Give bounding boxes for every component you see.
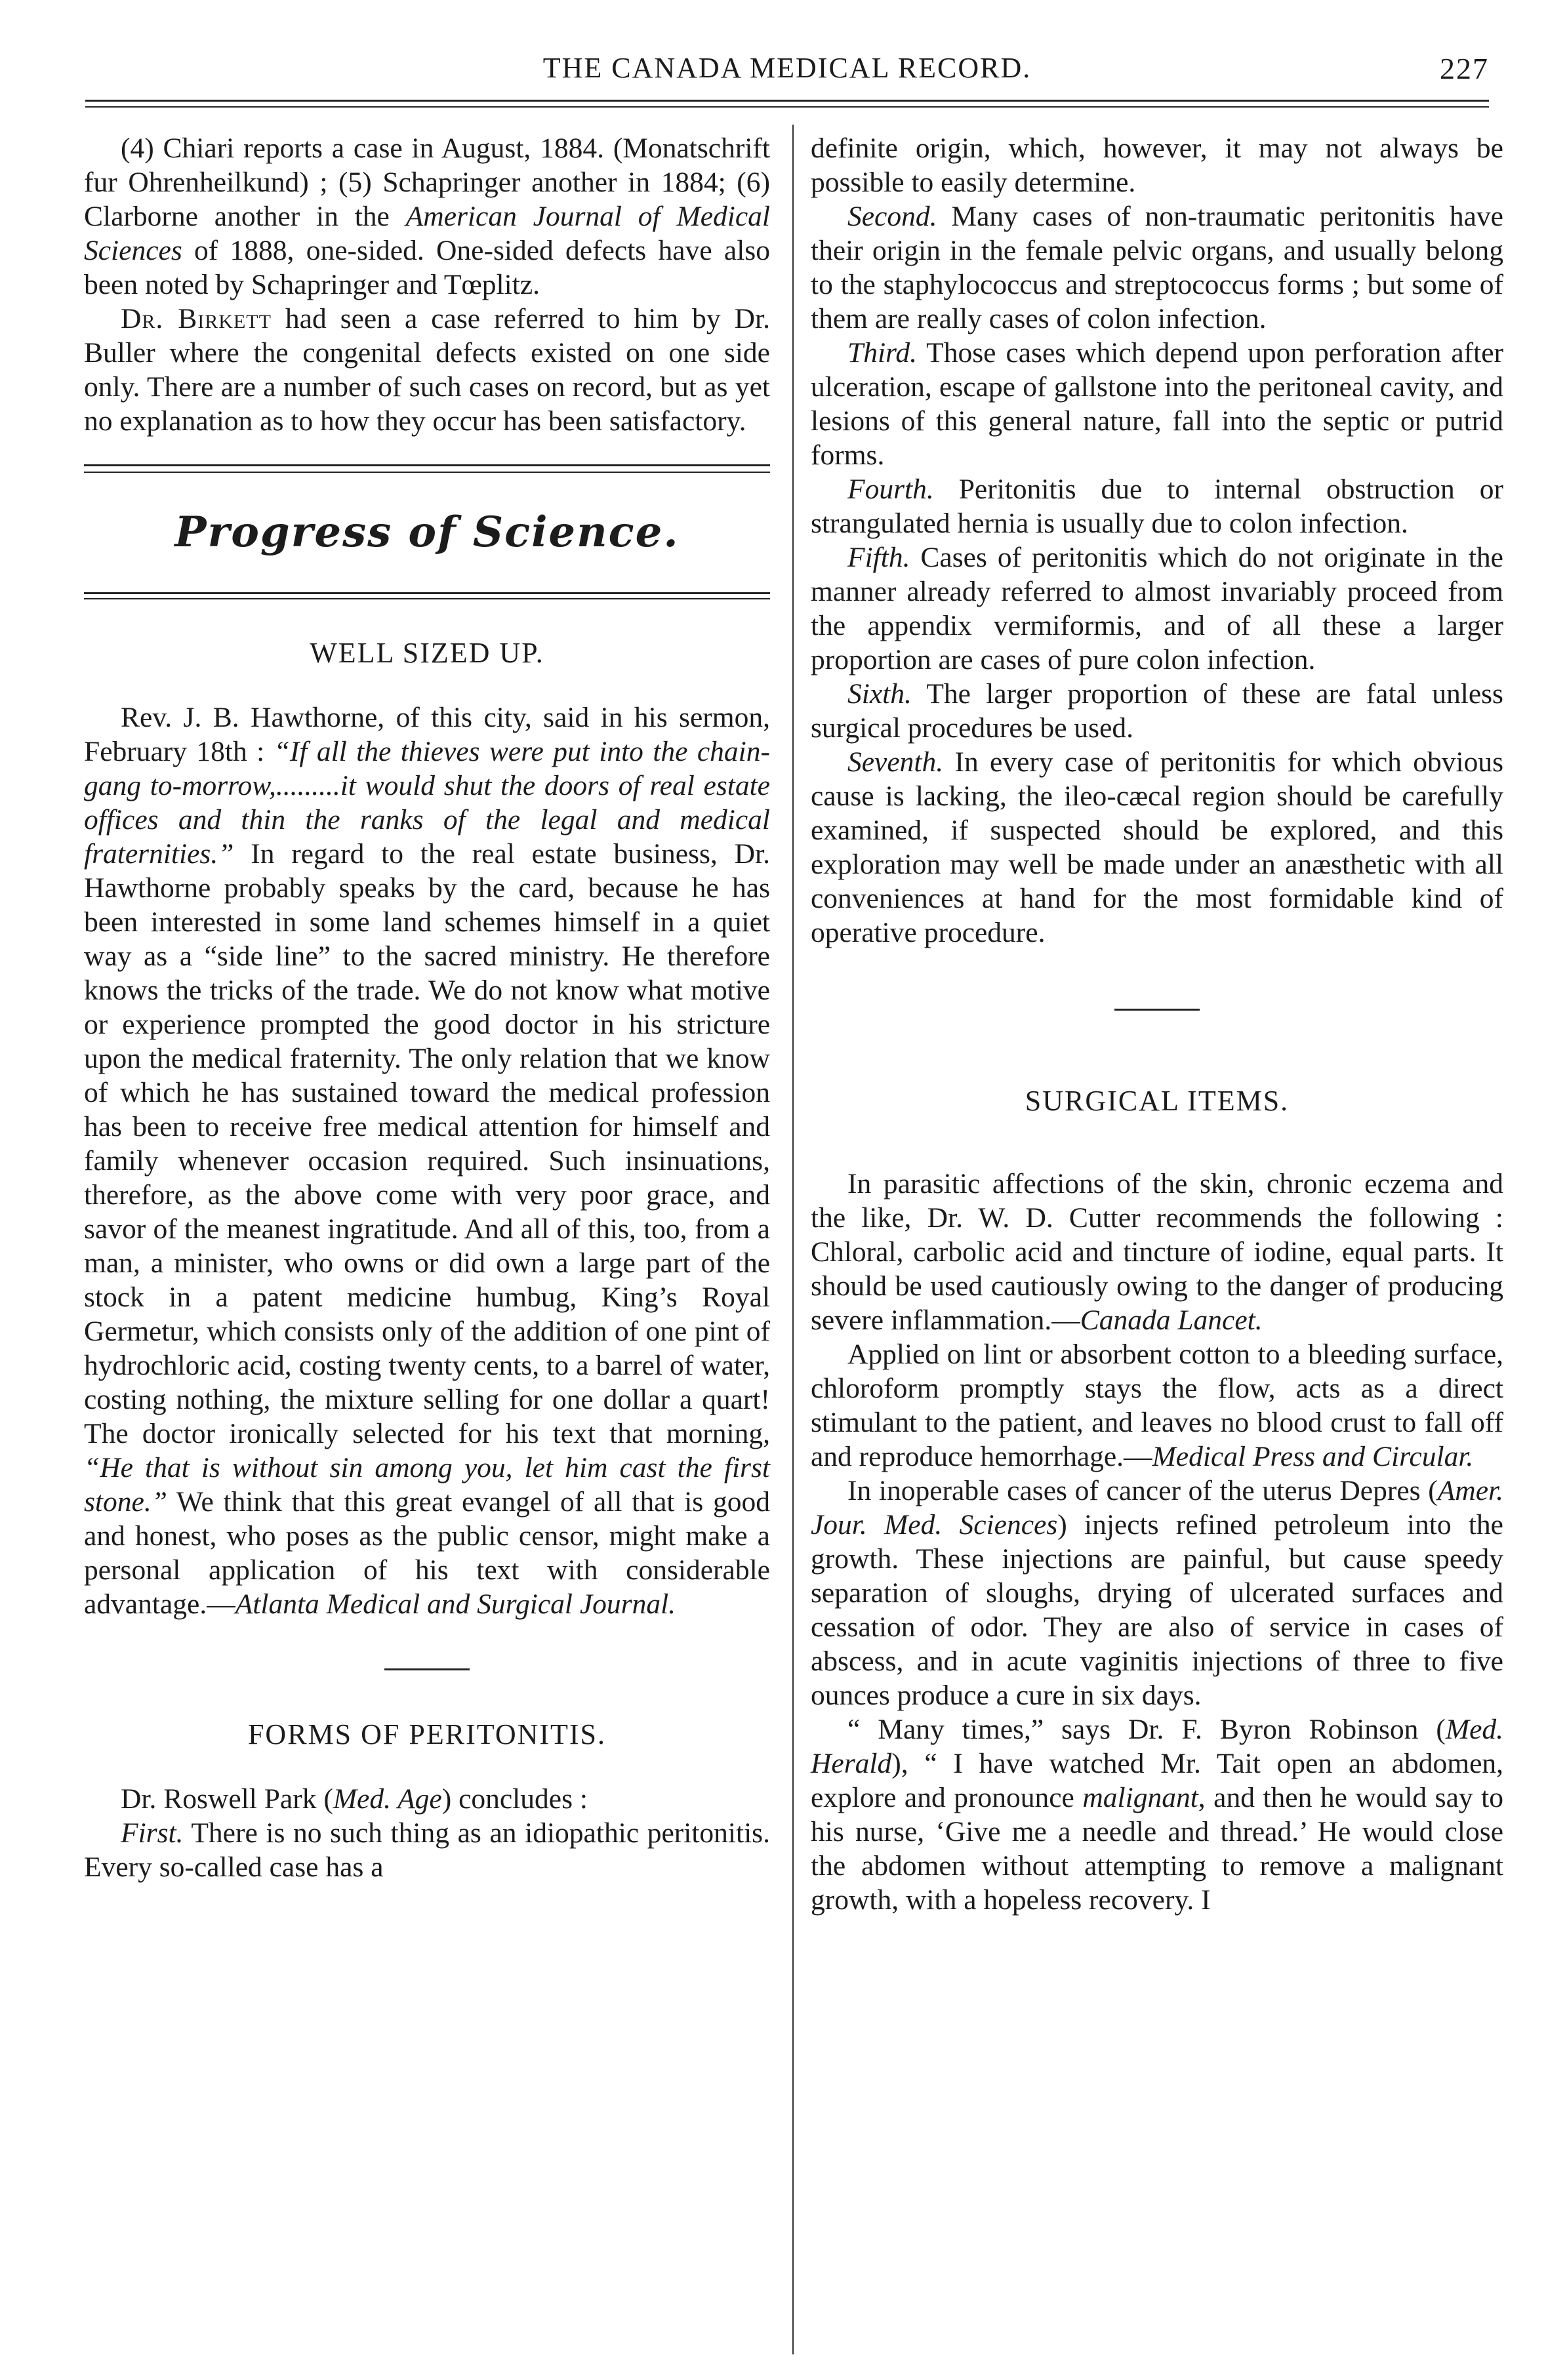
paragraph-seventh: Seventh. In every case of peritonitis for which obvious cause is lacking, the ileo-cæcal region should be carefully examined, if suspected should be explored, and this exploration may well be made under an anæsthetic with all conveniences at hand for the most formidable kind of operative procedure. bbox=[811, 746, 1503, 948]
article-separator bbox=[384, 1668, 470, 1670]
running-header bbox=[85, 38, 1489, 97]
section-heading: Progress of Science. bbox=[174, 508, 680, 557]
article-title-peritonitis: FORMS OF PERITONITIS. bbox=[247, 1718, 607, 1750]
paragraph-chiari: (4) Chiari reports a case in August, 1884. (Monatschrift fur Ohrenheilkund) ; (5) Schapringer another in 1884; (6) Clarborne another in the American Journal of Medical Sciences of 1888, one-sided. One-sided defects have also been noted by Schapringer and Tœplitz. bbox=[84, 132, 771, 300]
section-rule-top bbox=[84, 464, 770, 473]
paragraph-fourth: Fourth. Peritonitis due to internal obstruction or strangulated hernia is usually due to colon infection. bbox=[811, 474, 1503, 539]
header-rule-top bbox=[85, 100, 1489, 102]
paragraph-first: First. There is no such thing as an idiopathic peritonitis. Every so-called case has a bbox=[84, 1817, 770, 1883]
article-title-surgical-items: SURGICAL ITEMS. bbox=[1025, 1085, 1290, 1117]
page-number: 227 bbox=[1440, 52, 1489, 85]
paragraph-chloroform: Applied on lint or absorbent cotton to a bleeding surface, chloroform promptly stays the flow, acts as a direct stimulant to the patient, and leaves no blood crust to fall off and reproduce hemorrhage.—Medical Press and Circular. bbox=[811, 1339, 1503, 1472]
paragraph-cutter: In parasitic affections of the skin, chronic eczema and the like, Dr. W. D. Cutter recommends the following : Chloral, carbolic acid and tincture of iodine, equal parts. It should be used cautiously owing to the danger of producing severe inflammation.—Canada Lancet. bbox=[811, 1168, 1503, 1336]
paragraph-sixth: Sixth. The larger proportion of these are fatal unless surgical procedures be used. bbox=[811, 678, 1503, 744]
paragraph-depres: In inoperable cases of cancer of the uterus Depres (Amer. Jour. Med. Sciences) injects refined petroleum into the growth. These injections are painful, but cause speedy separation of sloughs, drying of ulcerated surfaces and cessation of odor. They are also of service in cases of abscess, and in acute vaginitis injections of three to five ounces produce a cure in six days. bbox=[811, 1475, 1503, 1711]
paragraph-park: Dr. Roswell Park (Med. Age) concludes : bbox=[121, 1783, 588, 1815]
section-rule-bottom bbox=[84, 592, 770, 599]
right-column bbox=[811, 131, 1503, 1917]
left-column bbox=[84, 131, 770, 1884]
paragraph-second: Second. Many cases of non-traumatic peritonitis have their origin in the female pelvic organs, and usually belong to the staphylococcus and streptococcus forms ; but some of them are really cases of colon infection. bbox=[811, 201, 1503, 334]
paragraph-robinson: “ Many times,” says Dr. F. Byron Robinson (Med. Herald), “ I have watched Mr. Tait open an abdomen, explore and pronounce malignant, and then he would say to his nurse, ‘Give me a needle and thread.’ He would close the abdomen without attempting to remove a malignant growth, with a hopeless recovery. I bbox=[811, 1714, 1503, 1916]
article-separator-right bbox=[1114, 1009, 1200, 1011]
journal-title: THE CANADA MEDICAL RECORD. bbox=[542, 52, 1032, 84]
paragraph-continued: definite origin, which, however, it may not always be possible to easily determine. bbox=[811, 132, 1503, 198]
paragraph-fifth: Fifth. Cases of peritonitis which do not originate in the manner already referred to almost invariably proceed from the appendix vermiformis, and of all these a larger proportion are cases of pure colon infection. bbox=[811, 542, 1503, 676]
header-rule-bottom bbox=[85, 106, 1489, 108]
column-divider bbox=[792, 125, 794, 2354]
paragraph-birkett: Dr. Birkett had seen a case referred to him by Dr. Buller where the congenital defects existed on one side only. There are a number of such cases on record, but as yet no explanation as to how they occur has been satisfactory. bbox=[84, 303, 770, 437]
paragraph-third: Third. Those cases which depend upon perforation after ulceration, escape of gallstone into the peritoneal cavity, and lesions of this general nature, fall into the septic or putrid forms. bbox=[811, 337, 1503, 471]
paragraph-hawthorne: Rev. J. B. Hawthorne, of this city, said in his sermon, February 18th : “If all the thieves were put into the chain-gang to-morrow,.........it would shut the doors of real estate offices and thin the ranks of the legal and medical fraternities.” In regard to the real estate business, Dr. Hawthorne probably speaks by the card, because he has been interested in some land schemes himself in a quiet way as a “side line” to the sacred ministry. He therefore knows the tricks of the trade. We do not know what motive or experience prompted the good doctor in his stricture upon the medical fraternity. The only relation that we know of which he has sustained toward the medical profession has been to receive free medical attention for himself and family whenever occasion required. Such insinuations, therefore, as the above come with very poor grace, and savor of the meanest ingratitude. And all of this, too, from a man, a minister, who owns or did own a large part of the stock in a patent medicine humbug, King’s Royal Germetur, which consists only of the addition of one pint of hydrochloric acid, costing twenty cents, to a barrel of water, costing nothing, the mixture selling for one dollar a quart! The doctor ironically selected for his text that morning, “He that is without sin among you, let him cast the first stone.” We think that this great evangel of all that is good and honest, who poses as the public censor, might make a personal application of his text with considerable advantage.—Atlanta Medical and Surgical Journal. bbox=[84, 702, 770, 1620]
article-title-well-sized-up: WELL SIZED UP. bbox=[310, 637, 544, 669]
